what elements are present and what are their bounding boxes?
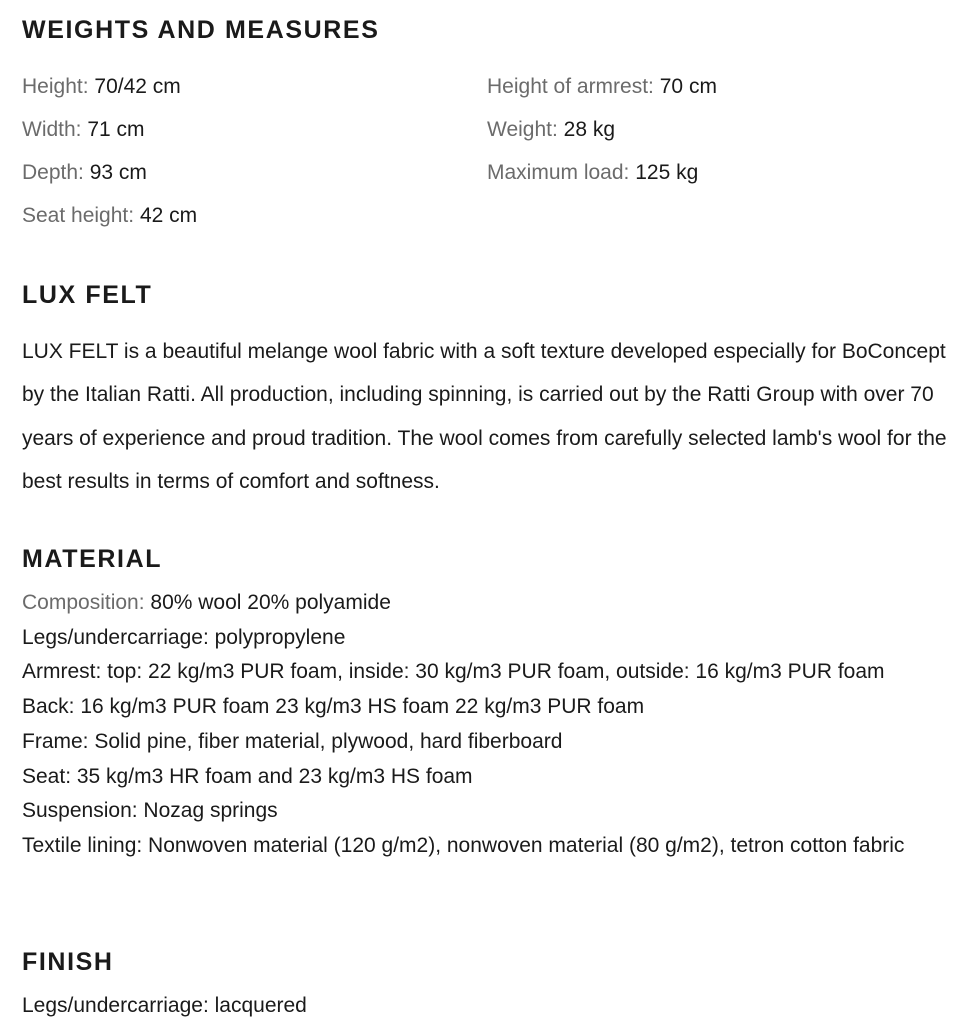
spec-label: Height of armrest:: [487, 75, 654, 98]
spec-value: 70/42 cm: [94, 75, 181, 98]
material-composition: [22, 586, 952, 621]
material-row: Seat: 35 kg/m3 HR foam and 23 kg/m3 HS foam: [22, 764, 473, 788]
lux-felt-section: [22, 283, 952, 503]
spec-label: Width:: [22, 118, 82, 141]
composition-label: Composition:: [22, 591, 145, 614]
spec-label: Height:: [22, 75, 89, 98]
finish-heading: FINISH: [22, 948, 114, 976]
material-row: Armrest: top: 22 kg/m3 PUR foam, inside: 30 kg/m3 PUR foam, outside: 16 kg/m3 PUR foam: [22, 660, 885, 684]
spec-value: 93 cm: [89, 161, 147, 184]
weights-right-column: [487, 65, 952, 237]
finish-section: [22, 950, 952, 1024]
material-row: Back: 16 kg/m3 PUR foam 23 kg/m3 HS foam 22 kg/m3 PUR foam: [22, 695, 645, 719]
spec-label: Depth:: [22, 161, 84, 184]
finish-list: [22, 989, 952, 1024]
lux-felt-description: LUX FELT is a beautiful melange wool fabric with a soft texture developed especially for BoConcept by the Italian Ratti. All production, including spinning, is carried out by the Ratti Group with over 70 years of experience and proud tradition. The wool comes from carefully selected lamb's wool for the best results in terms of comfort and softness.: [22, 340, 947, 493]
spec-value: 28 kg: [563, 118, 616, 141]
spec-value: 42 cm: [139, 204, 198, 227]
spec-label: Seat height:: [22, 204, 135, 227]
material-heading: MATERIAL: [22, 545, 163, 573]
weights-and-measures-section: [22, 18, 952, 237]
finish-row: Legs/undercarriage: lacquered: [22, 994, 307, 1017]
spec-armrest-height: [487, 65, 952, 108]
spec-width: [22, 108, 487, 151]
spec-weight: [487, 108, 952, 151]
spec-height: [22, 65, 487, 108]
material-row: Textile lining: Nonwoven material (120 g/m2), nonwoven material (80 g/m2), tetron cotton fabric: [22, 833, 905, 857]
weights-heading: WEIGHTS AND MEASURES: [22, 16, 380, 44]
spec-seat-height: [22, 194, 487, 237]
spec-value: 125 kg: [635, 161, 699, 184]
weights-left-column: [22, 65, 487, 237]
lux-felt-heading: LUX FELT: [22, 281, 153, 309]
weights-grid: [22, 65, 952, 237]
material-row: Legs/undercarriage: polypropylene: [22, 625, 346, 649]
spec-value: 71 cm: [87, 118, 145, 141]
spec-maximum-load: [487, 151, 952, 194]
composition-value: 80% wool 20% polyamide: [150, 591, 391, 614]
spec-label: Maximum load:: [487, 161, 630, 184]
material-list: [22, 586, 952, 864]
spec-value: 70 cm: [659, 75, 717, 98]
material-row: Frame: Solid pine, fiber material, plywood, hard fiberboard: [22, 729, 563, 753]
material-row: Suspension: Nozag springs: [22, 799, 278, 823]
spec-depth: [22, 151, 487, 194]
material-section: [22, 547, 952, 864]
spec-label: Weight:: [487, 118, 558, 141]
